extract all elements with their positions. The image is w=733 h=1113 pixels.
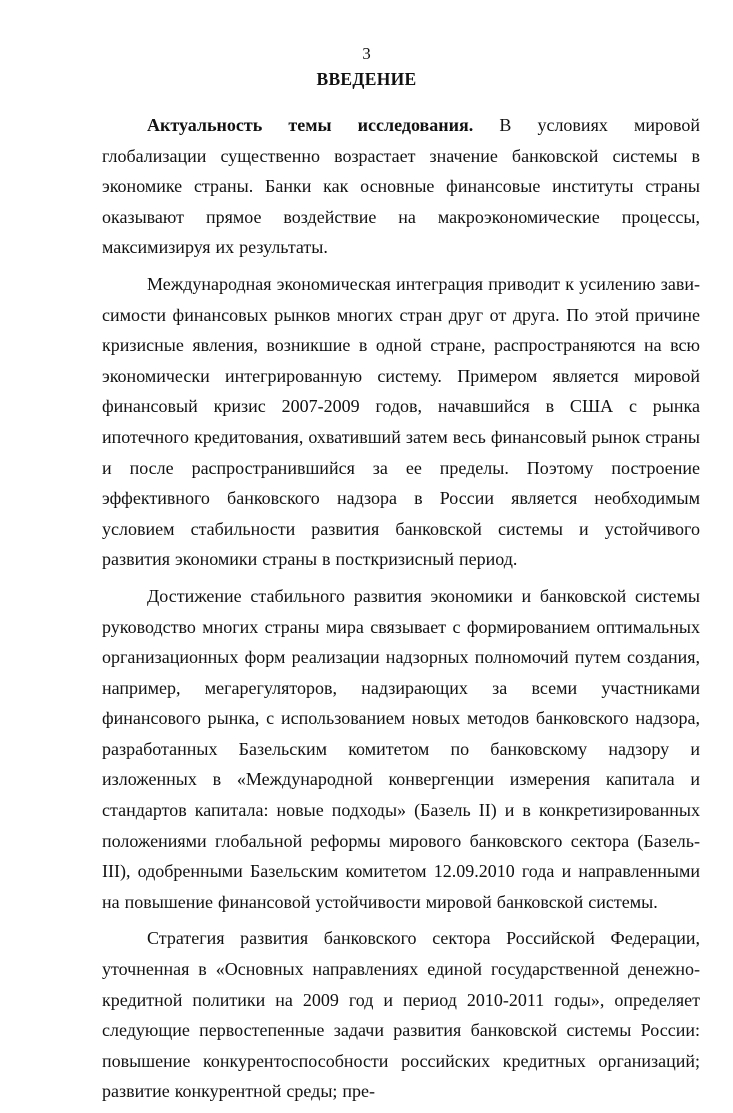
body-text — [102, 110, 700, 1113]
paragraph-stable-development: Достижение стабильного развития экономики и банковской системы руководство многих страны мира связывает с формированием оптимальных организационных форм реализации надзорных полномочий путем создания, например, мегарегуляторов, надзирающих за всеми участниками финансового рынка, с использованием новых методов банковского надзора, разработанных Базельским комитетом по банковскому надзору и изложенных в «Международной конвергенции измерения капитала и стандартов капитала: новые подходы» (Базель II) и в конкретизированных положениями глобальной реформы мирового банковского сектора (Базель-III), одобренными Базельским комитетом 12.09.2010 года и направленными на повышение финансовой устойчивости мировой банковской системы. — [102, 585, 700, 912]
paragraph-relevance — [102, 110, 700, 263]
page-number: 3 — [362, 44, 371, 63]
section-heading: ВВЕДЕНИЕ — [316, 69, 417, 89]
paragraph-strategy: Стратегия развития банковского сектора Российской Федерации, уточненная в «Основных направлениях единой государственной денежно-кредитной политики на 2009 год и период 2010-2011 годы», определяет следующие первостепенные задачи развития банковской системы России: повышение конкурентоспособности российских кредитных организаций; развитие конкурентной среды; пре- — [102, 928, 700, 1102]
paragraph-lead: Актуальность темы исследования. — [147, 115, 474, 135]
paragraph-integration: Международная экономическая интеграция приводит к усилению зависимости финансовых рынков многих стран друг от друга. По этой причине кризисные явления, возникшие в одной стране, распространяются на всю экономически интегрированную систему. Примером является мировой финансовый кризис 2007-2009 годов, начавшийся в США с рынка ипотечного кредитования, охвативший затем весь финансовый рынок страны и после распространившийся за ее пределы. Поэтому построение эффективного банковского надзора в России является необходимым условием стабильности развития банковской системы и устойчивого развития экономики страны в посткризисный период. — [102, 273, 700, 570]
paragraph-text: В условиях мировой глобализации существенно возрастает значение банковской системы в экономике страны. Банки как основные финансовые институты страны оказывают прямое воздействие на макроэкономические процессы, максимизируя их результаты. — [102, 115, 701, 258]
